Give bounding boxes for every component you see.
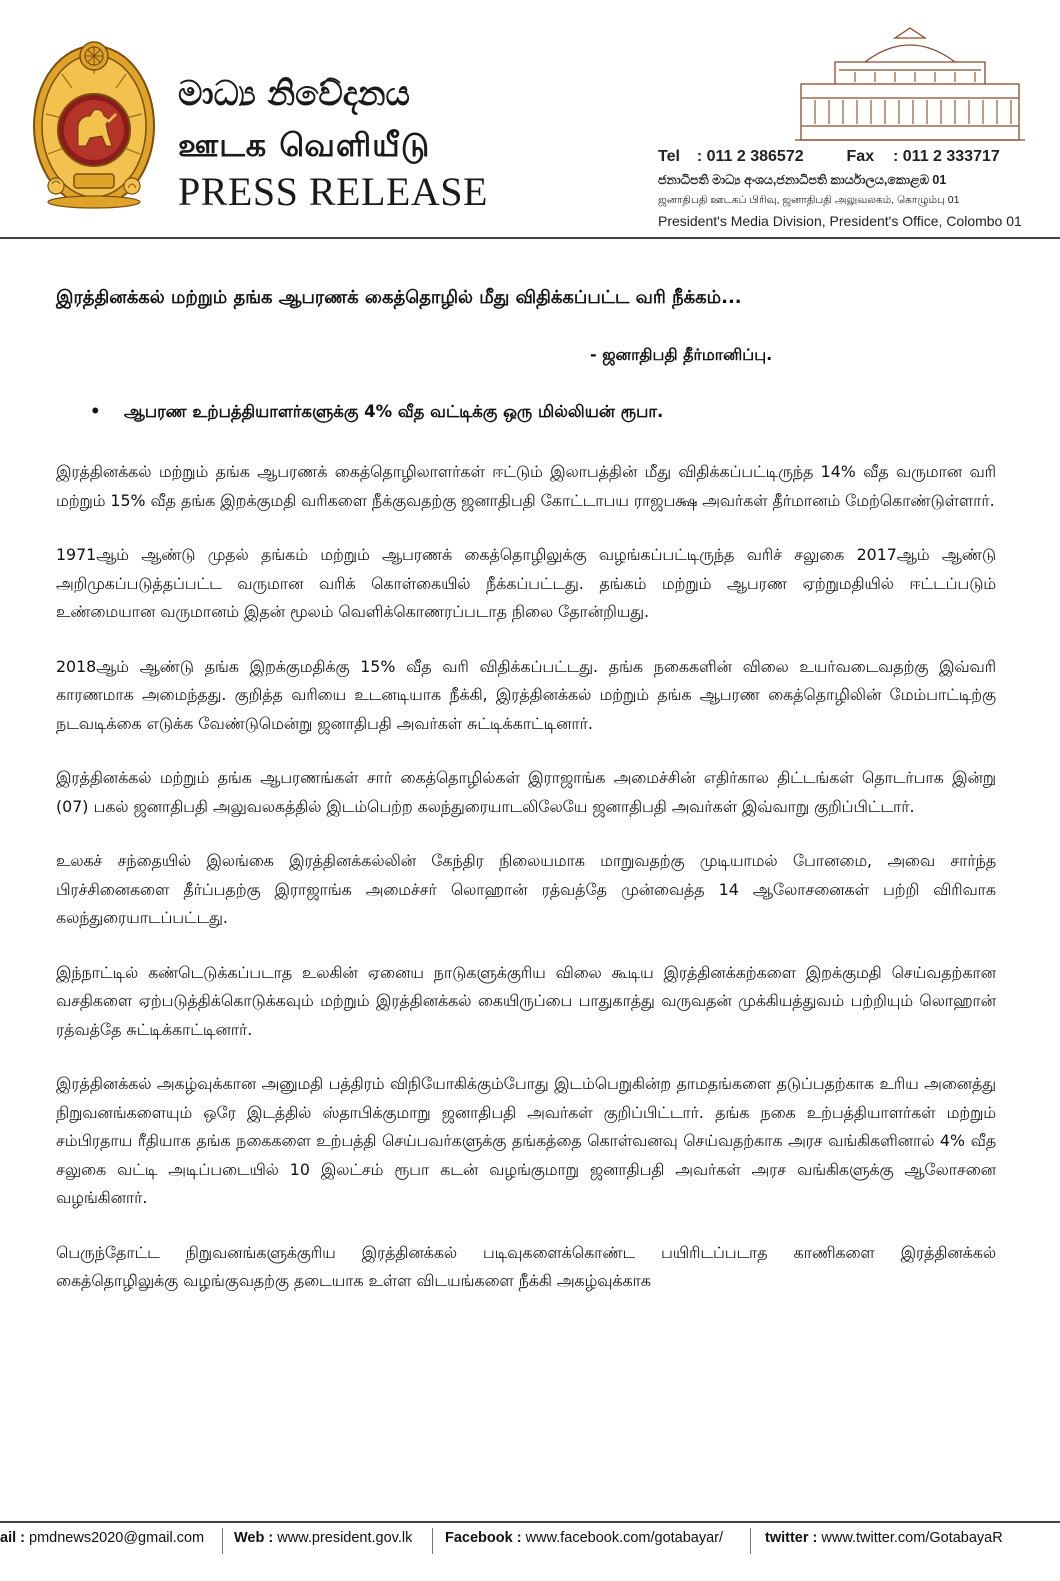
bullet-mark: • — [90, 402, 101, 421]
article-paragraphs — [56, 458, 996, 1322]
fax-label: Fax — [846, 148, 875, 165]
article-title: இரத்தினக்கல் மற்றும் தங்க ஆபரணக் கைத்தொழில் மீது விதிக்கப்பட்ட வரி நீக்கம்... — [56, 287, 742, 308]
tel-label: Tel — [658, 148, 680, 165]
web-link[interactable]: www.president.gov.lk — [277, 1530, 413, 1546]
telephone-fax-row — [658, 148, 1000, 166]
twitter-entry[interactable] — [765, 1530, 1003, 1546]
brand-sinhala: මාධ්‍ය නිවේදනය — [178, 74, 410, 114]
facebook-link[interactable]: www.facebook.com/gotabayar/ — [525, 1530, 724, 1546]
fax-value: : 011 2 333717 — [893, 148, 1000, 165]
web-label: Web : — [234, 1530, 274, 1546]
paragraph: பெருந்தோட்ட நிறுவனங்களுக்குரிய இரத்தினக்கல் படிவுகளைக்கொண்ட பயிரிடப்படாத காணிகளை இரத்தினக்கல் கைத்தொழிலுக்கு வழங்குவதற்கு தடையாக உள்ள விடயங்களை நீக்கி அகழ்வுக்காக — [56, 1242, 996, 1290]
paragraph: இரத்தினக்கல் அகழ்வுக்கான அனுமதி பத்திரம் விநியோகிக்கும்போது இடம்பெறுகின்ற தாமதங்களை தடுப்பதற்காக உரிய அனைத்து நிறுவனங்களையும் ஒரே இடத்தில் ஸ்தாபிக்குமாறு ஜனாதிபதி அவர்கள் குறிப்பிட்டார். தங்க நகை உற்பத்தியாளர்கள் மற்றும் சம்பிரதாய ரீதியாக தங்க நகைகளை உற்பத்தி செய்பவர்களுக்கு தங்கத்தை கொள்வனவு செய்வதற்காக அரச வங்கிகளினால் 4% வீத சலுகை வட்டி அடிப்படையில் 10 இலட்சம் ரூபா கடன் வழங்குமாறு ஜனாதிபதி அவர்கள் அரச வங்கிகளுக்கு ஆலோசனை வழங்கினார். — [56, 1074, 996, 1207]
email-entry[interactable] — [0, 1530, 204, 1546]
facebook-label: Facebook : — [445, 1530, 522, 1546]
footer-divider — [0, 1521, 1060, 1523]
paragraph: இரத்தினக்கல் மற்றும் தங்க ஆபரணங்கள் சார் கைத்தொழில்கள் இராஜாங்க அமைச்சின் எதிர்கால திட்டங்கள் தொடர்பாக இன்று (07) பகல் ஜனாதிபதி அலுவலகத்தில் இடம்பெற்ற கலந்துரையாடலிலேயே ஜனாதிபதி அவர்கள் இவ்வாறு குறிப்பிட்டார். — [56, 768, 996, 816]
address-english: President's Media Division, President's Office, Colombo 01 — [658, 213, 1022, 229]
paragraph: இரத்தினக்கல் மற்றும் தங்க ஆபரணக் கைத்தொழிலாளர்கள் ஈட்டும் இலாபத்தின் மீது விதிக்கப்பட்டிருந்த 14% வீத வருமான வரி மற்றும் 15% வீத தங்க இறக்குமதி வரிகளை நீக்குவதற்கு ஜனாதிபதி கோட்டாபய ராஜபக்ஷ அவர்கள் தீர்மானம் மேற்கொண்டுள்ளார். — [56, 462, 996, 510]
twitter-label: twitter : — [765, 1530, 818, 1546]
address-sinhala: ජනාධිපති මාධ්‍ය අංශය,ජනාධිපති කාර්යාලය,කොළඹ 01 — [658, 173, 947, 187]
web-entry[interactable] — [234, 1530, 412, 1546]
brand-tamil: ஊடக வெளியீடு — [178, 126, 431, 164]
tel-value: : 011 2 386572 — [696, 148, 804, 165]
article-byline: - ஜனாதிபதி தீர்மானிப்பு. — [590, 345, 773, 364]
state-emblem-icon — [32, 34, 156, 210]
email-link[interactable]: pmdnews2020@gmail.com — [29, 1530, 205, 1546]
email-label: ail : — [0, 1530, 25, 1546]
presidential-secretariat-building-icon — [795, 26, 1025, 144]
footer-separator — [432, 1528, 433, 1554]
address-tamil: ஜனாதிபதி ஊடகப் பிரிவு, ஜனாதிபதி அலுவலகம், கொழும்பு 01 — [658, 194, 960, 206]
header-divider — [0, 237, 1060, 239]
facebook-entry[interactable] — [445, 1530, 723, 1546]
highlight-bullet — [90, 402, 663, 424]
paragraph: இந்நாட்டில் கண்டெடுக்கப்படாத உலகின் ஏனைய நாடுகளுக்குரிய விலை கூடிய இரத்தினக்கற்களை இறக்குமதி செய்வதற்கான வசதிகளை ஏற்படுத்திக்கொடுக்கவும் மற்றும் இரத்தினக்கல் கையிருப்பை பாதுகாத்து வருவதன் முக்கியத்துவம் பற்றியும் லொஹான் ரத்வத்தே சுட்டிக்காட்டினார். — [56, 962, 996, 1039]
footer-separator — [222, 1528, 223, 1554]
twitter-link[interactable]: www.twitter.com/GotabayaR — [821, 1530, 1003, 1546]
paragraph: உலகச் சந்தையில் இலங்கை இரத்தினக்கல்லின் கேந்திர நிலையமாக மாறுவதற்கு முடியாமல் போனமை, அவை சார்ந்த பிரச்சினைகளை தீர்ப்பதற்கு இராஜாங்க அமைச்சர் லொஹான் ரத்வத்தே முன்வைத்த 14 ஆலோசனைகள் பற்றி விரிவாக கலந்துரையாடப்பட்டது. — [56, 851, 996, 927]
bullet-text: ஆபரண உற்பத்தியாளர்களுக்கு 4% வீத வட்டிக்கு ஒரு மில்லியன் ரூபா. — [124, 402, 664, 421]
paragraph: 1971ஆம் ஆண்டு முதல் தங்கம் மற்றும் ஆபரணக் கைத்தொழிலுக்கு வழங்கப்பட்டிருந்த வரிச் சலுகை 2017ஆம் ஆண்டு அறிமுகப்படுத்தப்பட்ட வருமான வரிக் கொள்கையில் நீக்கப்பட்டது. தங்கம் மற்றும் ஆபரண ஏற்றுமதியில் ஈட்டப்படும் உண்மையான வருமானம் இதன் மூலம் வெளிக்கொணரப்படாத நிலை தோன்றியது. — [56, 545, 996, 621]
paragraph: 2018ஆம் ஆண்டு தங்க இறக்குமதிக்கு 15% வீத வரி விதிக்கப்பட்டது. தங்க நகைகளின் விலை உயர்வடைவதற்கு இவ்வரி காரணமாக அமைந்தது. குறித்த வரியை உடனடியாக நீக்கி, இரத்தினக்கல் மற்றும் தங்க ஆபரண கைத்தொழிலின் மேம்பாட்டிற்கு நடவடிக்கை எடுக்க வேண்டுமென்று ஜனாதிபதி அவர்கள் சுட்டிக்காட்டினார். — [56, 656, 996, 733]
footer-separator — [750, 1528, 751, 1554]
contact-footer — [0, 1528, 1060, 1554]
brand-english: PRESS RELEASE — [178, 169, 488, 214]
